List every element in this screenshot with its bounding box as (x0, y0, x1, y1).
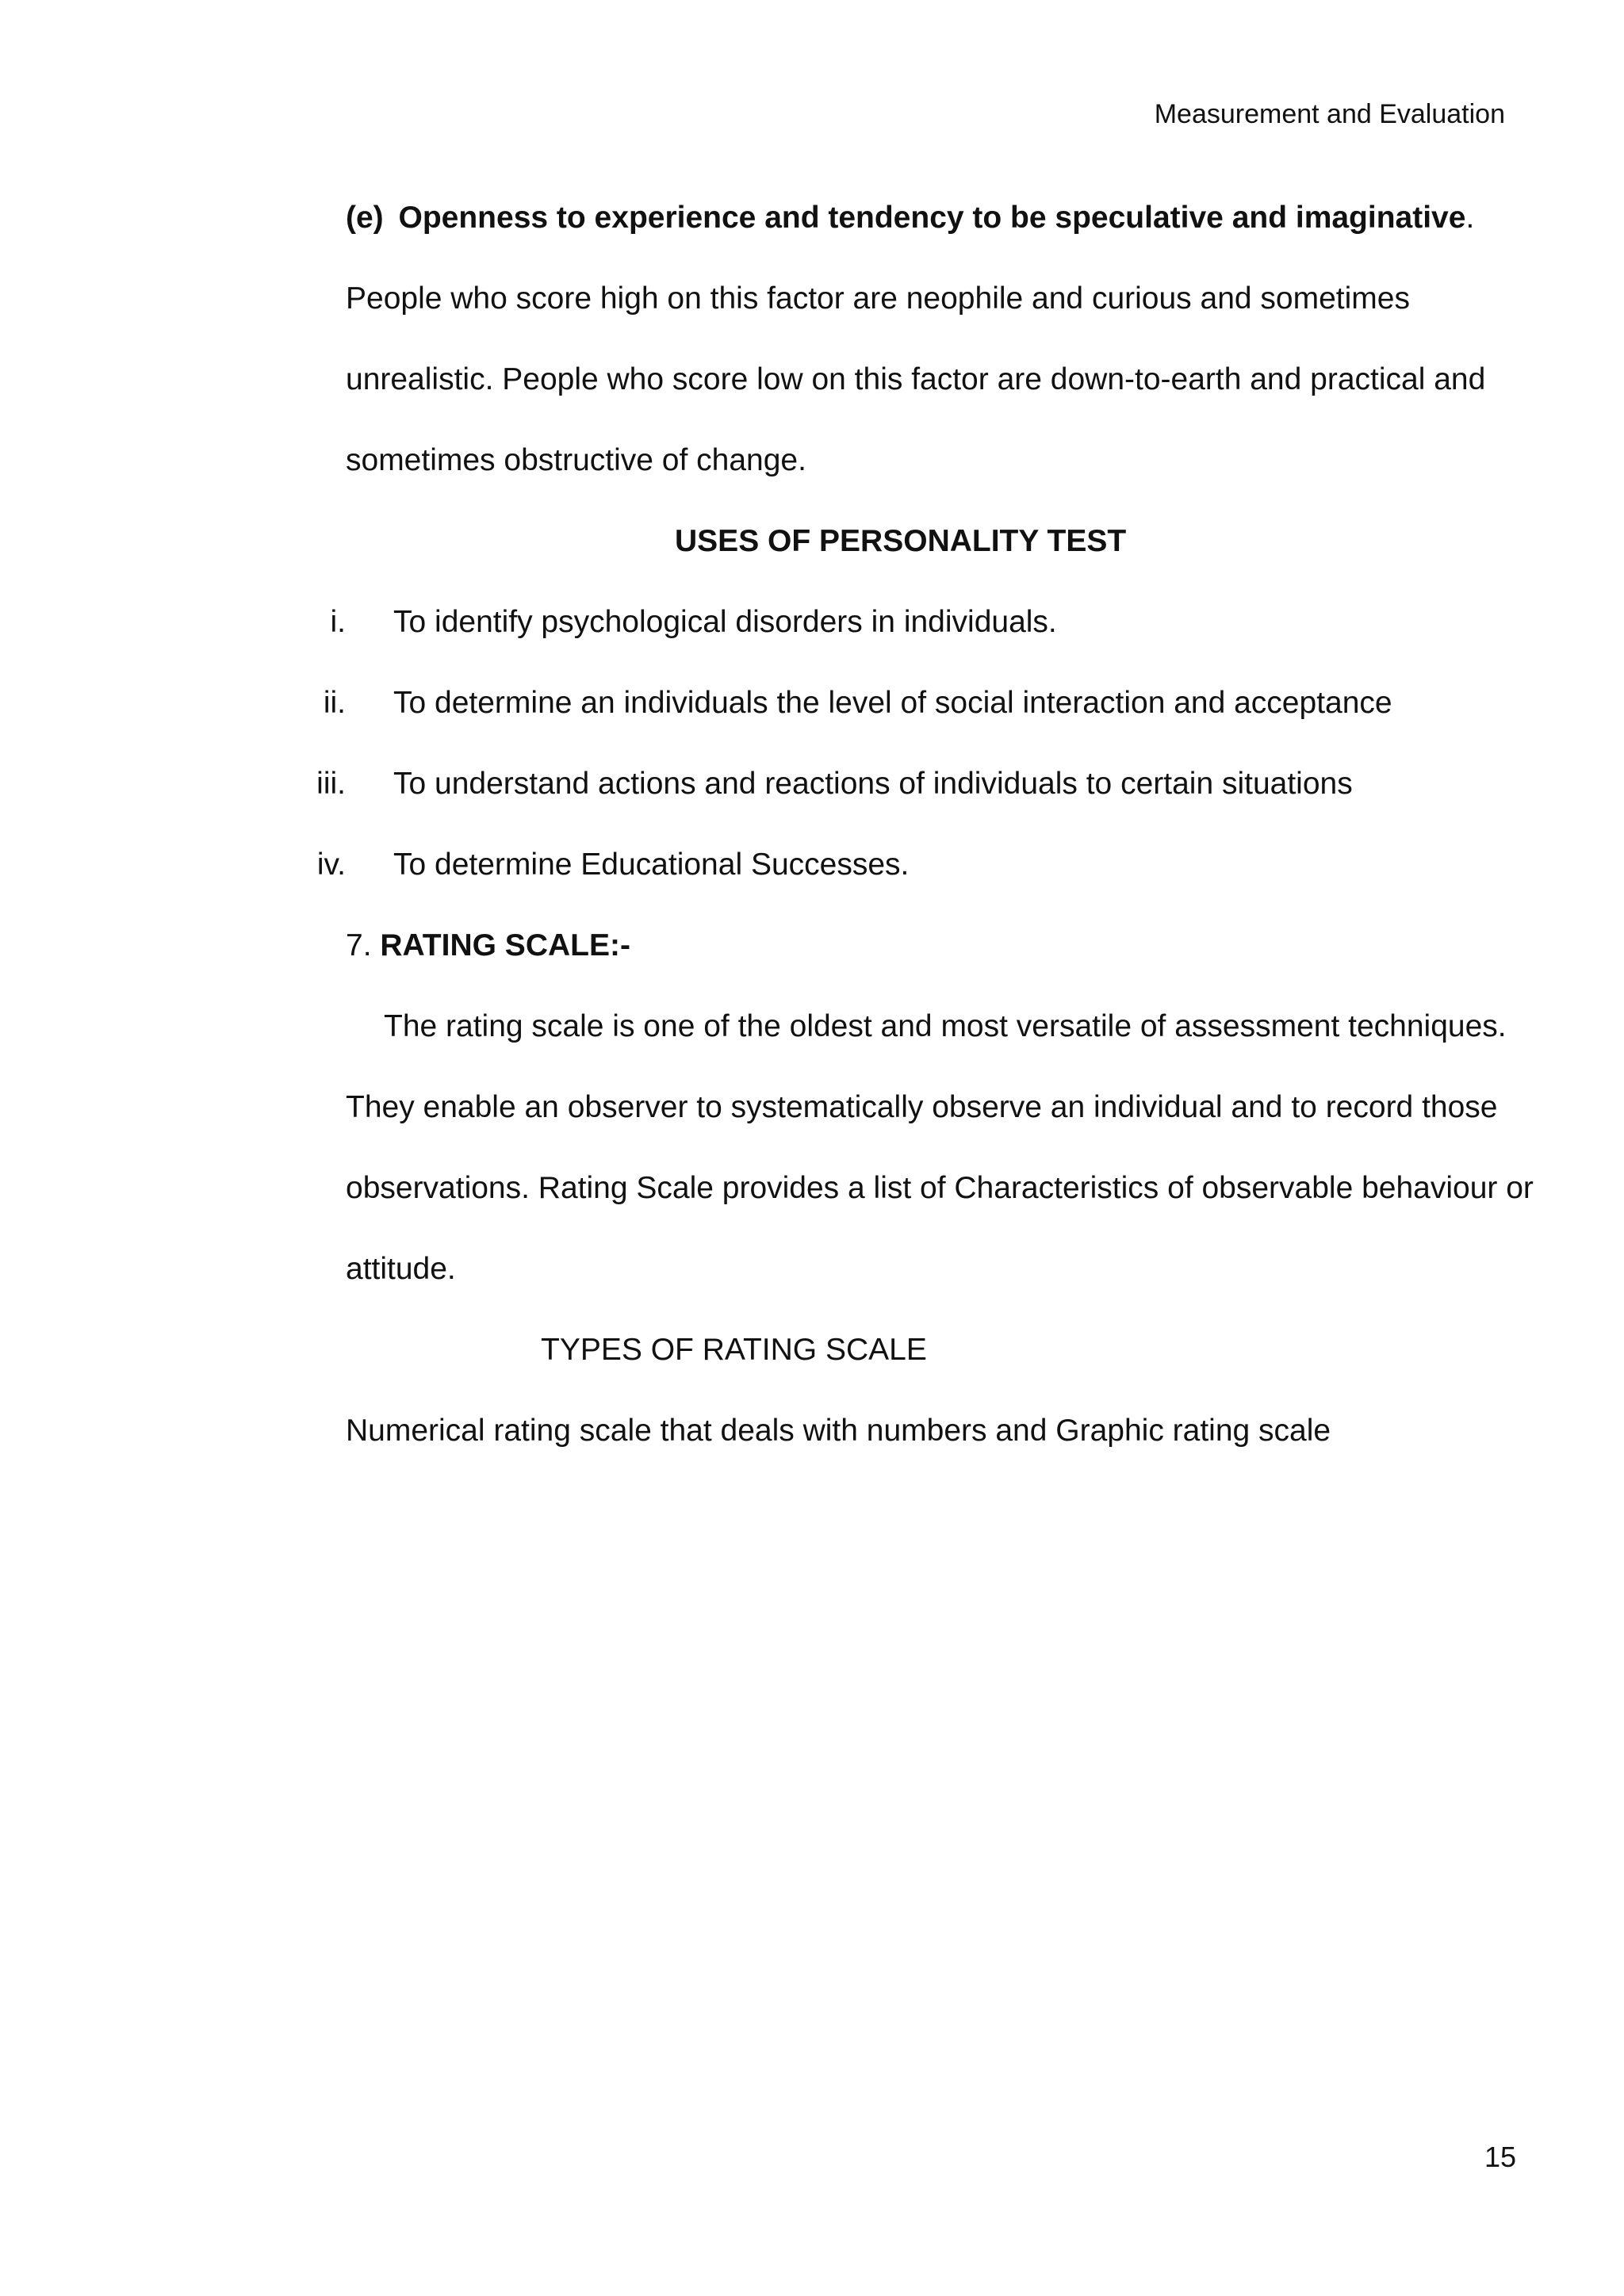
list-item-text: To determine Educational Successes. (393, 848, 910, 882)
list-item-numeral: iii. (316, 767, 346, 801)
list-item-numeral: i. (330, 605, 346, 639)
list-item (0, 682, 1624, 725)
factor-e-line-2: unrealistic. People who score low on this factor are down-to-earth and practical and (346, 362, 1486, 396)
list-item-numeral: ii. (323, 686, 346, 720)
running-header: Measurement and Evaluation (1154, 99, 1505, 129)
rating-scale-line-4: attitude. (346, 1252, 456, 1286)
factor-e-title: Openness to experience and tendency to be speculative and imaginative (398, 201, 1466, 235)
rating-scale-title: RATING SCALE:- (380, 928, 630, 962)
list-item (0, 763, 1624, 806)
list-item-text: To determine an individuals the level of social interaction and acceptance (393, 686, 1392, 720)
factor-e-line-3: sometimes obstructive of change. (346, 443, 806, 477)
page-number: 15 (1484, 2141, 1516, 2173)
factor-e-title-period: . (1465, 201, 1475, 235)
factor-e-marker: (e) (346, 201, 384, 235)
list-item (0, 601, 1624, 644)
rating-scale-heading (346, 924, 630, 967)
factor-e-heading (346, 197, 1474, 239)
rating-scale-number: 7. (346, 928, 372, 962)
rating-scale-line-1: The rating scale is one of the oldest and most versatile of assessment techniques. (384, 1009, 1507, 1043)
uses-section-heading: USES OF PERSONALITY TEST (675, 524, 1127, 558)
list-item (0, 844, 1624, 886)
list-item-text: To understand actions and reactions of individuals to certain situations (393, 767, 1353, 801)
factor-e-line-1: People who score high on this factor are neophile and curious and sometimes (346, 281, 1410, 316)
list-item-text: To identify psychological disorders in individuals. (393, 605, 1057, 639)
list-item-numeral: iv. (316, 848, 346, 882)
rating-scale-line-2: They enable an observer to systematically observe an individual and to record those (346, 1090, 1498, 1124)
types-of-rating-scale-heading: TYPES OF RATING SCALE (541, 1333, 927, 1367)
types-of-rating-scale-text: Numerical rating scale that deals with numbers and Graphic rating scale (346, 1414, 1331, 1448)
rating-scale-line-3: observations. Rating Scale provides a list of Characteristics of observable behaviour or (346, 1171, 1534, 1205)
